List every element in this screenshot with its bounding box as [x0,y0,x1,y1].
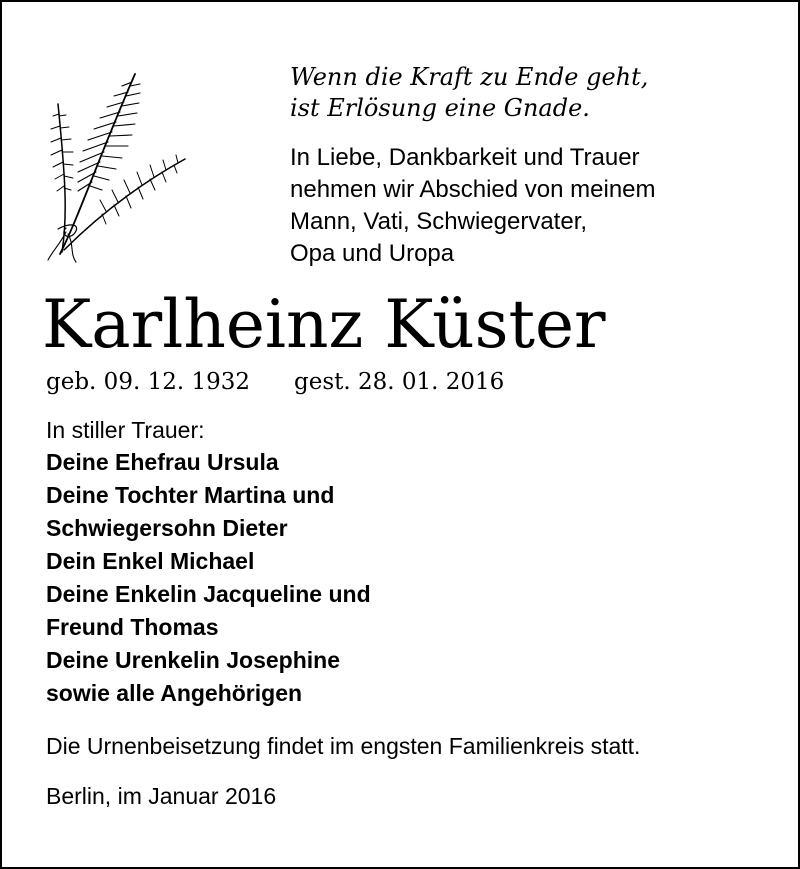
memorial-quote [290,62,770,124]
farewell-line: Opa und Uropa [290,240,455,267]
mourner-line: sowie alle Angehörigen [46,680,303,706]
mourner-line: Freund Thomas [46,614,219,640]
birth-date: geb. 09. 12. 1932 [46,369,250,395]
farewell-line: nehmen wir Abschied von meinem [290,176,656,203]
mourner-line: Deine Urenkelin Josephine [46,647,340,673]
mourners-list [46,446,646,710]
mourner-line: Deine Ehefrau Ursula [46,449,279,475]
place-and-date: Berlin, im Januar 2016 [46,783,277,809]
quote-line: ist Erlösung eine Gnade. [290,94,590,122]
mourner-line: Dein Enkel Michael [46,548,255,574]
mourner-line: Schwiegersohn Dieter [46,515,288,541]
quote-line: Wenn die Kraft zu Ende geht, [290,63,649,91]
mourners-label: In stiller Trauer: [46,417,205,443]
mourner-line: Deine Enkelin Jacqueline und [46,581,371,607]
fern-icon [40,64,190,264]
farewell-line: Mann, Vati, Schwiegervater, [290,208,588,235]
farewell-line: In Liebe, Dankbarkeit und Trauer [290,144,640,171]
burial-notice: Die Urnenbeisetzung findet im engsten Familienkreis statt. [46,733,641,759]
farewell-text [290,142,770,270]
death-date: gest. 28. 01. 2016 [294,369,505,395]
life-dates [46,366,766,398]
deceased-name: Karlheinz Küster [42,286,606,363]
mourner-line: Deine Tochter Martina und [46,482,335,508]
